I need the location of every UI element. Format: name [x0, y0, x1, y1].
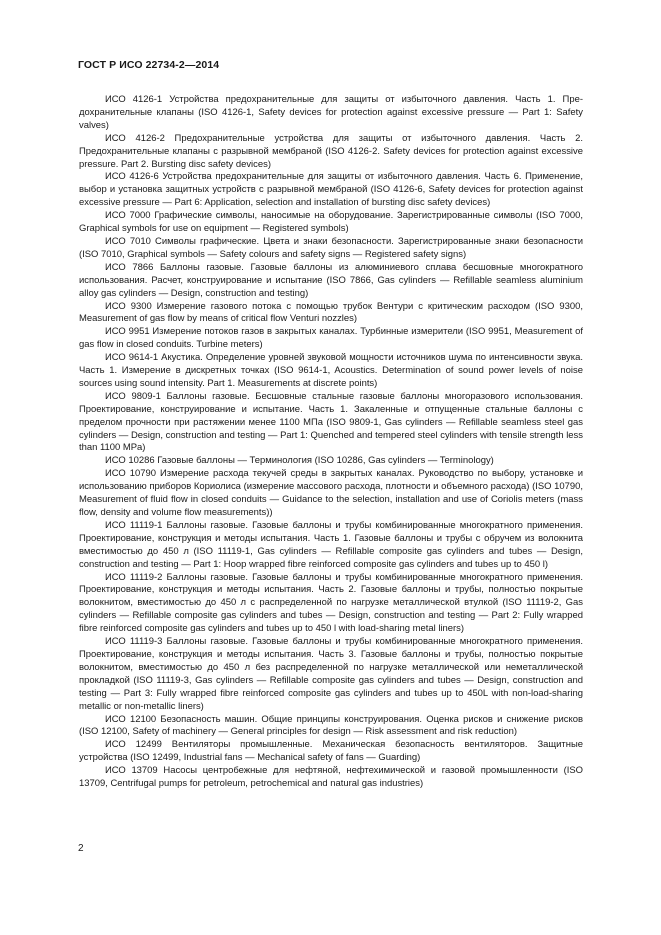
reference-entry: ИСО 7010 Символы графические. Цвета и знаки безопасности. Зарегистрированные знаки безопасности (ISO 7010, Graphical symbols — Safety colours and safety signs — Registered safety signs): [79, 235, 583, 260]
reference-entry: ИСО 11119-3 Баллоны газовые. Газовые баллоны и трубы комбинированные многократного применения. Проектирование, конструкция и методы испытания. Часть 3. Газовые баллоны и трубы, полностью покрытые волокнитом, вместимостью до 450 л без распределенной по нагрузке металлической или неметаллической прокладкой (ISO 11119-3, Gas cylinders — Refillable composite gas cylinders and tubes — Design, construction and testing — Part 3: Fully wrapped fibre reinforced composite gas cylinders and tubes up to 450L with non-load-sharing metallic or non-metallic liners): [79, 636, 583, 712]
reference-entry: ИСО 9614-1 Акустика. Определение уровней звуковой мощности источников шума по интенсивности звука. Часть 1. Измерение в дискретных точках (ISO 9614-1, Acoustics. Determination of sound power levels of noise sources using sound intensity. Part 1. Measurements at discrete points): [79, 352, 583, 389]
normative-references: [79, 94, 583, 791]
reference-entry: ИСО 9809-1 Баллоны газовые. Бесшовные стальные газовые баллоны многоразового использования. Проектирование, конструирование и испытание. Часть 1. Закаленные и отпущенные стальные баллоны с пределом прочности при растяжении менее 1100 МПа (ISO 9809-1, Gas cylinders — Refillable seamless steel gas cylinders — Design, construction and testing — Part 1: Quenched and tempered steel cylinders with tensile strength less than 1100 MPa): [79, 390, 583, 454]
reference-entry: ИСО 7000 Графические символы, наносимые на оборудование. Зарегистрированные символы (ISO 7000, Graphical symbols for use on equipment — Registered symbols): [79, 210, 583, 235]
document-header: ГОСТ Р ИСО 22734-2—2014: [78, 59, 220, 71]
reference-entry: ИСО 4126-2 Предохранительные устройства для защиты от избыточного давления. Часть 2. Предохранительные клапаны с разрывной мембраной (ISO 4126-2. Safety devices for protection against excessive pressure. Part 2. Bursting disc safety devices): [79, 132, 583, 170]
reference-entry: ИСО 11119-1 Баллоны газовые. Газовые баллоны и трубы комбинированные многократного применения. Проектирование, конструкция и методы испытания. Часть 1. Газовые баллоны и трубы с обручем из волокнита вместимостью до 450 л (ISO 11119-1, Gas cylinders — Refillable composite gas cylinders and tubes — Design, construction and testing — Part 1: Hoop wrapped fibre reinforced composite gas cylinders and tubes up to 450 l): [79, 519, 583, 570]
reference-entry: ИСО 10790 Измерение расхода текучей среды в закрытых каналах. Руководство по выбору, установке и использованию приборов Кориолиса (измерение массового расхода, плотности и объемного расхода) (ISO 10790, Measurement of fluid flow in closed conduits — Guidance to the selection, installation and use of Coriolis meters (mass flow, density and volume flow measurements)): [79, 468, 583, 518]
reference-entry: ИСО 4126-6 Устройства предохранительные для защиты от избыточного давления. Часть 6. Применение, выбор и установка защитных устройств с разрывной мембраной (ISO 4126-6, Safety devices for protection against excessive pressure — Part 6: Application, selection and installation of bursting disc safety devices): [79, 171, 583, 209]
reference-entry: ИСО 10286 Газовые баллоны — Терминология (ISO 10286, Gas cylinders — Terminology): [105, 455, 494, 467]
reference-entry: ИСО 9951 Измерение потоков газов в закрытых каналах. Турбинные измерители (ISO 9951, Measurement of gas flow in closed conduits. Turbine meters): [79, 326, 583, 351]
reference-entry: ИСО 4126-1 Устройства предохранительные для защиты от избыточного давления. Часть 1. Предохранительные клапаны (ISO 4126-1, Safety devices for protection against excessive pressure — Part 1: Safety valves): [79, 94, 583, 131]
reference-entry: ИСО 9300 Измерение газового потока с помощью трубок Вентури с критическим расходом (ISO 9300, Measurement of gas flow by means of critical flow Venturi nozzles): [79, 300, 583, 325]
page-number: 2: [78, 843, 84, 854]
reference-entry: ИСО 7866 Баллоны газовые. Газовые баллоны из алюминиевого сплава бесшовные многократного использования. Расчет, конструирование и испытание (ISO 7866, Gas cylinders — Refillable seamless aluminium alloy gas cylinders — Design, construction and testing): [79, 261, 583, 299]
reference-entry: ИСО 12499 Вентиляторы промышленные. Механическая безопасность вентиляторов. Защитные устройства (ISO 12499, Industrial fans — Mechanical safety of fans — Guarding): [79, 739, 583, 764]
reference-entry: ИСО 11119-2 Баллоны газовые. Газовые баллоны и трубы комбинированные многократного применения. Проектирование, конструкция и методы испытания. Часть 2. Газовые баллоны и трубы, полностью покрытые волокнитом, вместимостью до 450 л с распределенной по нагрузке металлической втулкой (ISO 11119-2, Gas cylinders — Refillable composite gas cylinders and tubes — Design, construction and testing — Part 2: Fully wrapped fibre reinforced composite gas cylinders and tubes up to 450 l with load-sharing metal liners): [79, 571, 583, 635]
reference-entry: ИСО 13709 Насосы центробежные для нефтяной, нефтехимической и газовой промышленности (ISO 13709, Centrifugal pumps for petroleum, petrochemical and natural gas industries): [79, 765, 583, 790]
reference-entry: ИСО 12100 Безопасность машин. Общие принципы конструирования. Оценка рисков и снижение рисков (ISO 12100, Safety of machinery — General principles for design — Risk assessment and risk reduction): [79, 713, 583, 738]
